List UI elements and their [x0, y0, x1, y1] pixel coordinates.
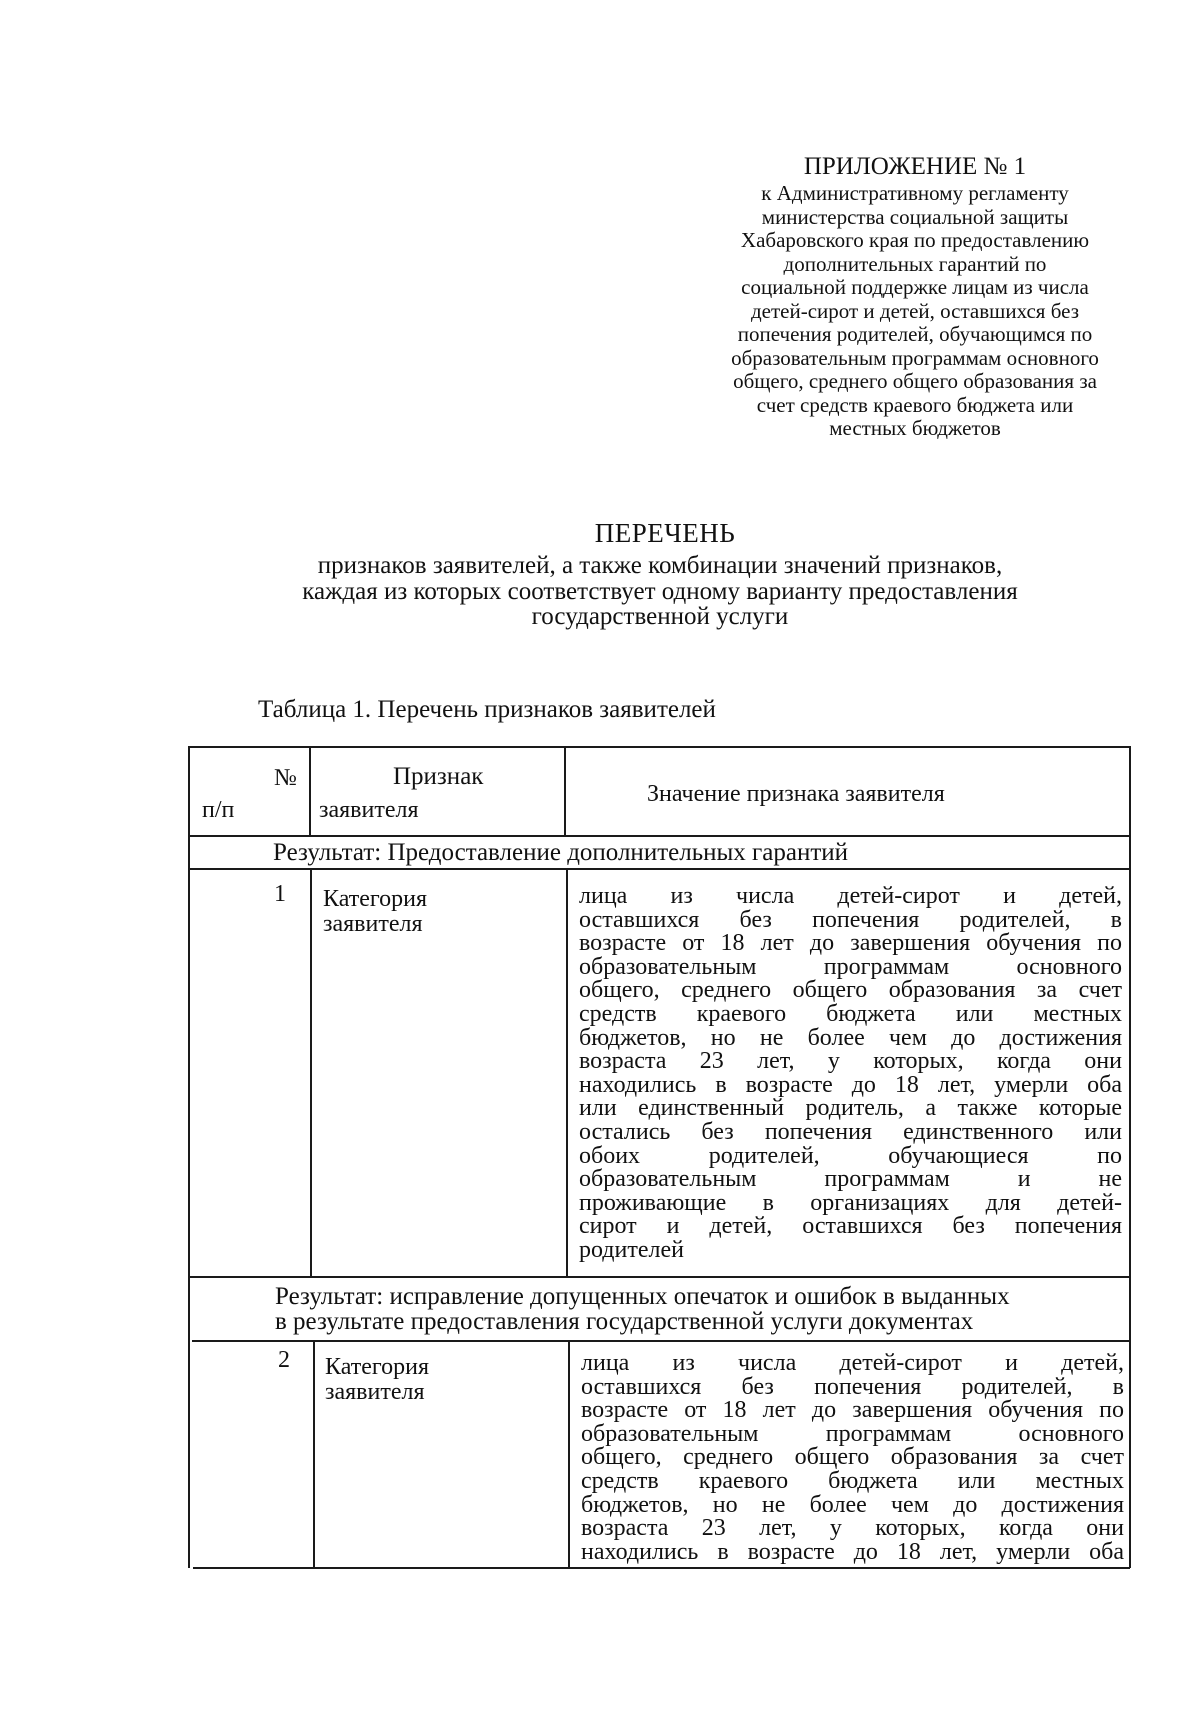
appendix-line: министерства социальной защиты	[761, 204, 1069, 229]
table-border-bottom	[193, 1567, 1130, 1569]
header-feature-top: Признак	[393, 763, 484, 790]
subtitle-line: государственной услуги	[531, 603, 789, 630]
appendix-line: образовательным программам основного	[731, 345, 1099, 370]
value-line: оставшихся без попечения родителей, в	[579, 908, 1122, 933]
value-line: остались без попечения единственного или	[579, 1120, 1122, 1145]
table-rule	[192, 1340, 1130, 1342]
column-divider	[568, 1340, 570, 1568]
header-num-symbol: №	[274, 765, 297, 791]
value-line: родителей	[579, 1238, 684, 1263]
value-line: бюджетов, но не более чем до достижения	[581, 1493, 1124, 1518]
column-divider	[313, 1340, 315, 1568]
value-line: образовательным программам и не	[579, 1168, 1122, 1192]
column-divider	[309, 746, 311, 836]
row-value	[579, 885, 1122, 1263]
value-line: образовательным программам основного	[581, 1422, 1124, 1447]
appendix-header	[695, 152, 1135, 441]
table-rule	[188, 868, 1130, 870]
table-border-left	[188, 746, 190, 1568]
document-title: ПЕРЕЧЕНЬ	[594, 518, 736, 548]
appendix-line: социальной поддержке лицам из числа	[741, 275, 1089, 299]
value-line: проживающие в организациях для детей-	[579, 1191, 1122, 1216]
value-line: возраста 23 лет, у которых, когда они	[579, 1050, 1122, 1074]
header-num-label: п/п	[202, 797, 235, 823]
appendix-line: детей-сирот и детей, оставшихся без	[750, 298, 1079, 323]
table-rule	[190, 1276, 1130, 1278]
row-feature-line: заявителя	[325, 1379, 425, 1405]
section-result-line: в результате предоставления государственной услуги документах	[275, 1307, 974, 1335]
value-line: лица из числа детей-сирот и детей,	[579, 885, 1122, 909]
column-divider	[310, 868, 312, 1277]
value-line: лица из числа детей-сирот и детей,	[581, 1352, 1124, 1376]
row-number: 1	[274, 881, 286, 907]
table-border-right	[1129, 746, 1131, 1568]
value-line: возрасте от 18 лет до завершения обучения по	[579, 932, 1122, 956]
value-line: образовательным программам основного	[579, 955, 1122, 980]
value-line: находились в возрасте до 18 лет, умерли оба	[579, 1073, 1122, 1098]
appendix-line: местных бюджетов	[829, 416, 1001, 440]
table-rule	[188, 835, 1130, 837]
appendix-line: попечения родителей, обучающимся по	[737, 322, 1093, 346]
value-line: средств краевого бюджета или местных	[581, 1469, 1124, 1494]
appendix-title: ПРИЛОЖЕНИЕ № 1	[803, 153, 1027, 180]
column-divider	[566, 868, 568, 1277]
subtitle-line: признаков заявителей, а также комбинации значений признаков,	[317, 552, 1003, 579]
header-feature-bottom: заявителя	[319, 797, 419, 823]
table-caption: Таблица 1. Перечень признаков заявителей	[258, 696, 716, 723]
value-line: средств краевого бюджета или местных	[579, 1002, 1122, 1027]
appendix-line: счет средств краевого бюджета или	[756, 392, 1074, 417]
header-value-cell: Значение признака заявителя	[647, 781, 945, 807]
value-line: находились в возрасте до 18 лет, умерли оба	[581, 1540, 1124, 1565]
subtitle-line: каждая из которых соответствует одному варианту предоставления	[302, 577, 1018, 605]
value-line: общего, среднего общего образования за счет	[579, 979, 1122, 1003]
row-number: 2	[278, 1347, 290, 1373]
value-line: обоих родителей, обучающиеся по	[579, 1144, 1122, 1169]
value-line: оставшихся без попечения родителей, в	[581, 1375, 1124, 1400]
section-result-line: Результат: Предоставление дополнительных гарантий	[273, 839, 849, 866]
row-feature-line: Категория	[323, 886, 427, 912]
value-line: бюджетов, но не более чем до достижения	[579, 1026, 1122, 1051]
row-feature-line: заявителя	[323, 911, 423, 937]
appendix-line: дополнительных гарантий по	[783, 251, 1047, 276]
value-line: возрасте от 18 лет до завершения обучения по	[581, 1399, 1124, 1423]
value-line: или единственный родитель, а также которые	[579, 1097, 1122, 1121]
appendix-line: общего, среднего общего образования за	[733, 369, 1097, 393]
row-value	[581, 1352, 1124, 1564]
column-divider	[564, 746, 566, 836]
row-feature-line: Категория	[325, 1354, 429, 1380]
value-line: возраста 23 лет, у которых, когда они	[581, 1517, 1124, 1541]
document-subtitle	[200, 553, 1120, 630]
section-result	[273, 841, 848, 866]
appendix-line: Хабаровского края по предоставлению	[740, 228, 1090, 252]
value-line: общего, среднего общего образования за счет	[581, 1446, 1124, 1470]
table-border-top	[188, 746, 1130, 748]
appendix-line: к Административному регламенту	[761, 181, 1069, 205]
value-line: сирот и детей, оставшихся без попечения	[579, 1215, 1122, 1239]
section-result	[275, 1285, 1010, 1334]
section-result-line: Результат: исправление допущенных опечаток и ошибок в выданных	[275, 1283, 1010, 1310]
